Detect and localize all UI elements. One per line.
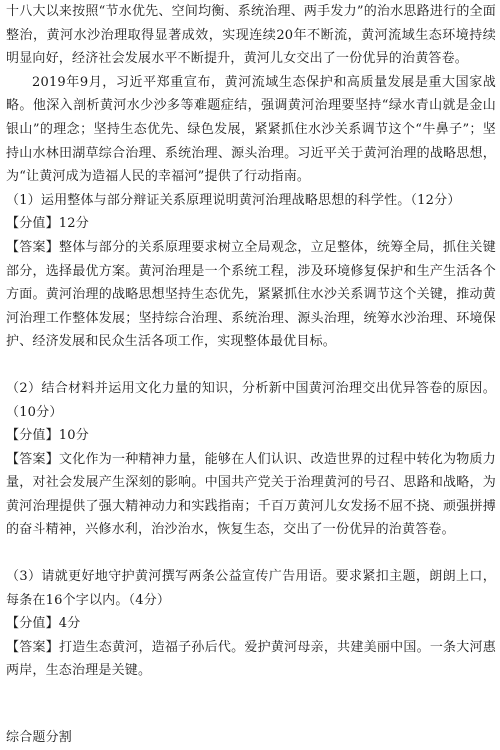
question-3: （3）请就更好地守护黄河撰写两条公益宣传广告用语。要求紧扣主题，朗朗上口，每条在16个字以内。（4分） [6, 569, 496, 608]
question-1: （1）运用整体与部分辩证关系原理说明黄河治理战略思想的科学性。（12分） [6, 192, 461, 208]
spacer [6, 354, 496, 377]
spacer [6, 683, 496, 706]
answer-1: 【答案】整体与部分的关系原理要求树立全局观念，立足整体，统筹全局，抓住关键部分，选择最优方案。黄河治理是一个系统工程，涉及环境修复保护和生产生活各个方面。黄河治理的战略思想坚持生态优先，紧紧抓住水沙关系调节这个关键，推动黄河治理工作整体发展；坚持综合治理、系统治理、源头治理，统筹水沙治理、环境保护、经济发展和民众生活各项工作，实现整体最优目标。 [6, 239, 496, 350]
score-1: 【分值】12分 [6, 216, 89, 232]
question-2: （2）结合材料并运用文化力量的知识，分析新中国黄河治理交出优异答卷的原因。（10分） [6, 380, 496, 420]
answer-3: 【答案】打造生态黄河，造福子孙后代。爱护黄河母亲，共建美丽中国。一条大河惠两岸，生态治理是关键。 [6, 639, 496, 679]
answer-2: 【答案】文化作为一种精神力量，能够在人们认识、改造世界的过程中转化为物质力量，对社会发展产生深刻的影响。中国共产党关于治理黄河的号召、思路和战略，为黄河治理提供了强大精神动力和实践指南；千百万黄河儿女发扬不屈不挠、顽强拼搏的奋斗精神，兴修水利，治沙治水，恢复生态，交出了一份优异的治黄答卷。 [6, 451, 496, 538]
spacer [6, 542, 496, 565]
score-3: 【分值】4分 [6, 616, 81, 632]
section-divider-label: 综合题分割 [6, 730, 73, 746]
intro-paragraph-1: 十八大以来按照“节水优先、空间均衡、系统治理、两手发力”的治水思路进行的全面整治，黄河水沙治理取得显著成效，实现连续20年不断流，黄河流域生态环境持续明显向好，经济社会发展水平不断提升，黄河儿女交出了一份优异的治黄答卷。 [6, 4, 496, 67]
score-2: 【分值】10分 [6, 428, 89, 444]
intro-paragraph-2: 2019年9月，习近平郑重宣布，黄河流域生态保护和高质量发展是重大国家战略。他深入剖析黄河水少沙多等难题症结，强调黄河治理要坚持“绿水青山就是金山银山”的理念；坚持生态优先、绿色发展，紧紧抓住水沙关系调节这个“牛鼻子”；坚持山水林田湖草综合治理、系统治理、源头治理。习近平关于黄河治理的战略思想，为“让黄河成为造福人民的幸福河”提供了行动指南。 [6, 74, 496, 185]
spacer [6, 706, 496, 726]
